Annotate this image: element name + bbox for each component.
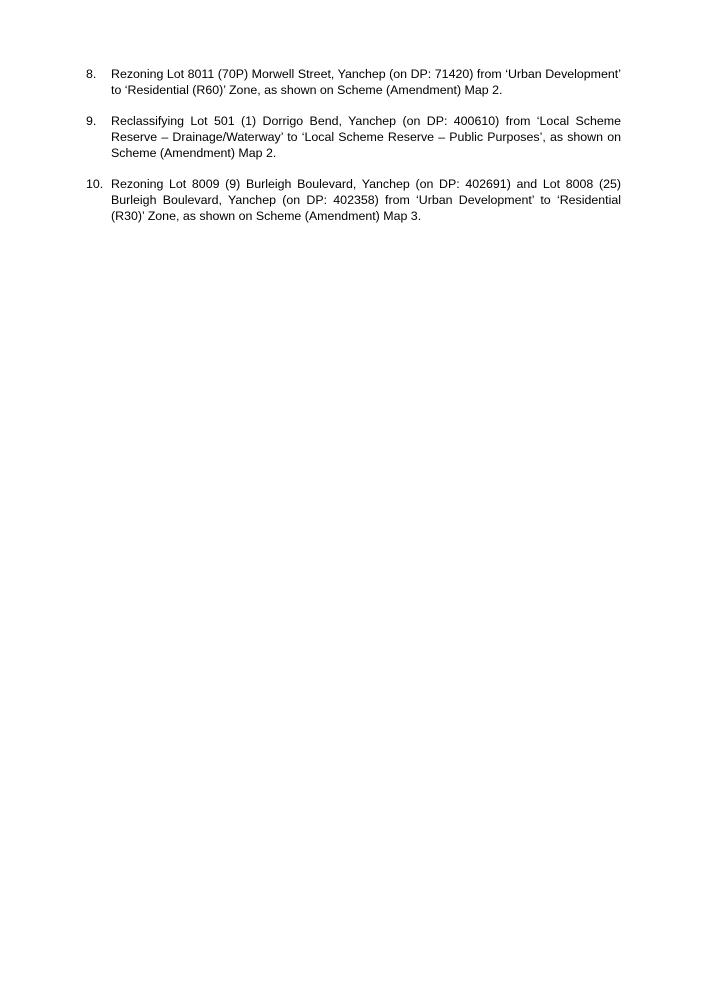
list-item bbox=[86, 176, 621, 224]
item-text: Rezoning Lot 8009 (9) Burleigh Boulevard, Yanchep (on DP: 402691) and Lot 8008 (25) Burleigh Boulevard, Yanchep (on DP: 402358) from ‘Urban Development’ to ‘Residential (R30)’ Zone, as shown on Scheme (Amendment) Map 3. bbox=[111, 177, 621, 223]
amendment-list bbox=[86, 66, 621, 239]
item-text: Reclassifying Lot 501 (1) Dorrigo Bend, Yanchep (on DP: 400610) from ‘Local Scheme Reserve – Drainage/Waterway’ to ‘Local Scheme Reserve – Public Purposes’, as shown on Scheme (Amendment) Map 2. bbox=[111, 114, 621, 160]
item-number: 9. bbox=[86, 114, 97, 128]
list-item bbox=[86, 113, 621, 161]
item-number: 10. bbox=[86, 177, 104, 191]
item-number: 8. bbox=[86, 67, 97, 81]
list-item bbox=[86, 66, 621, 98]
item-text: Rezoning Lot 8011 (70P) Morwell Street, Yanchep (on DP: 71420) from ‘Urban Development’ to ‘Residential (R60)’ Zone, as shown on Scheme (Amendment) Map 2. bbox=[111, 67, 621, 97]
